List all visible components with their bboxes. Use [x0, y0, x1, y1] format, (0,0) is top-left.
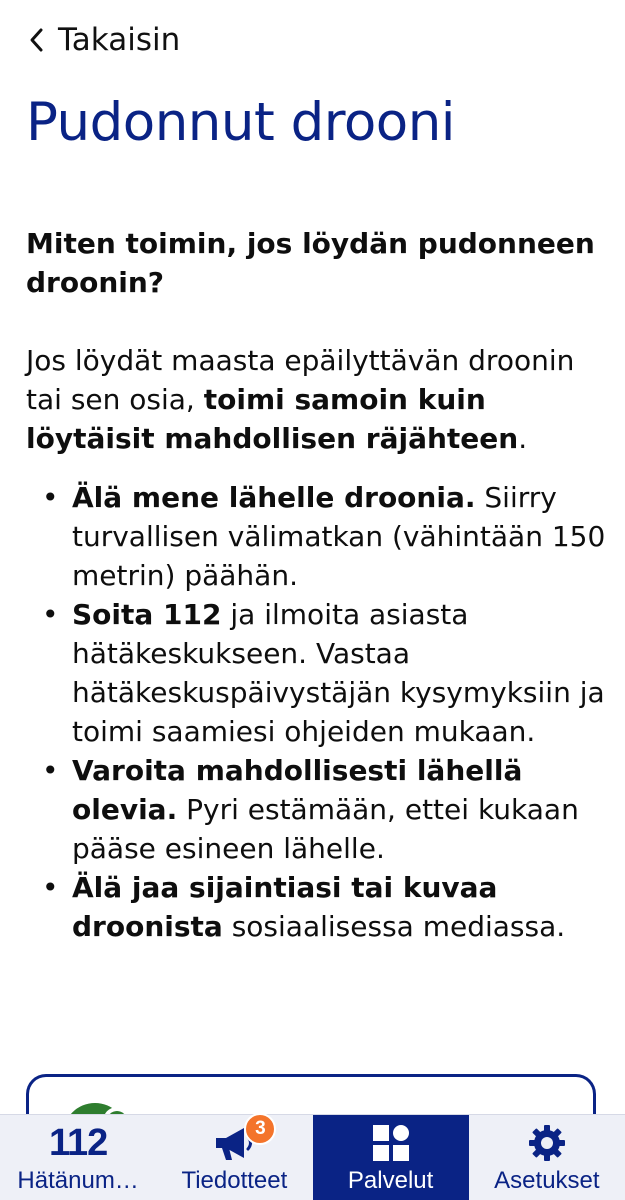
list-item-bold: Älä mene lähelle droonia.: [72, 481, 476, 514]
tab-services[interactable]: [313, 1115, 469, 1200]
list-item-text: sosiaalisessa mediassa.: [222, 910, 566, 943]
list-item-text: Pyri estämään, ettei kukaan pääse esineen lähelle.: [72, 793, 579, 865]
list-item: [26, 868, 611, 946]
list-item-bold: Varoita mahdollisesti lähellä olevia.: [72, 754, 523, 826]
list-item-bold: Älä jaa sijaintiasi tai kuvaa droonista: [72, 871, 498, 943]
list-item: [26, 595, 611, 751]
list-item-text: ja ilmoita asiasta hätäkeskukseen. Vastaa hätäkeskuspäivystäjän kysymyksiin ja toimi saamiesi ohjeiden mukaan.: [72, 598, 605, 748]
intro-plain: Jos löydät maasta epäilyttävän droonin tai sen osia,: [26, 344, 575, 416]
tab-announcements[interactable]: [156, 1115, 312, 1200]
list-item-text: Siirry turvallisen välimatkan (vähintään 150 metrin) päähän.: [72, 481, 606, 592]
back-label: Takaisin: [58, 22, 181, 58]
instruction-list: [26, 478, 611, 946]
question-heading: Miten toimin, jos löydän pudonneen droonin?: [26, 227, 595, 299]
tab-icon: [527, 1121, 567, 1165]
tab-icon: [49, 1121, 107, 1165]
article-content: [26, 224, 611, 946]
intro-end: .: [518, 422, 528, 455]
tab-label: Asetukset: [494, 1167, 600, 1194]
tab-settings[interactable]: [469, 1115, 625, 1200]
chevron-left-icon: [28, 27, 44, 53]
intro-paragraph: [26, 341, 611, 458]
back-button[interactable]: [28, 22, 180, 58]
list-item: [26, 751, 611, 868]
page-title: Pudonnut drooni: [26, 92, 456, 153]
gear-icon: [527, 1123, 567, 1163]
tab-icon: [371, 1121, 411, 1165]
list-item: [26, 478, 611, 595]
grid-icon: [371, 1123, 411, 1163]
tab-icon: [212, 1118, 266, 1165]
tab-label: Tiedotteet: [181, 1167, 288, 1194]
bottom-tab-bar: [0, 1114, 625, 1200]
intro-bold: toimi samoin kuin löytäisit mahdollisen räjähteen: [26, 383, 519, 455]
tab-label: Palvelut: [347, 1167, 434, 1194]
emergency-number-icon: 112: [48, 1122, 108, 1164]
list-item-bold: Soita 112: [72, 598, 222, 631]
notification-badge: 3: [244, 1113, 276, 1145]
tab-emergency-numbers[interactable]: [0, 1115, 156, 1200]
tab-label: Hätänum…: [17, 1167, 139, 1194]
